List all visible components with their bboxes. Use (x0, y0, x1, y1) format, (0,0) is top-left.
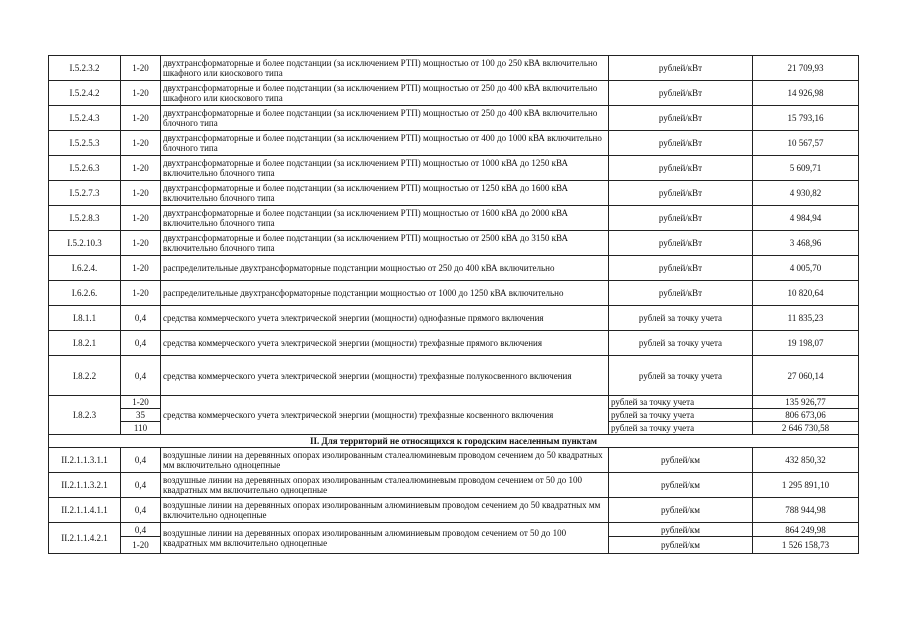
row-unit: рублей за точку учета (609, 356, 753, 396)
row-description: распределительные двухтрансформаторные подстанции мощностью от 1000 до 1250 кВА включительно (161, 281, 609, 306)
row-unit: рублей за точку учета (609, 396, 753, 409)
row-unit: рублей/кВт (609, 106, 753, 131)
row-voltage: 1-20 (121, 181, 161, 206)
row-unit: рублей/кВт (609, 156, 753, 181)
section-header-row (49, 435, 859, 448)
row-description: двухтрансформаторные и более подстанции (за исключением РТП) мощностью от 1600 кВА до 2000 кВА включительно блочного типа (161, 206, 609, 231)
row-unit: рублей за точку учета (609, 409, 753, 422)
row-code: II.2.1.1.3.1.1 (49, 448, 121, 473)
row-voltage: 35 (121, 409, 161, 422)
row-code: I.6.2.6. (49, 281, 121, 306)
row-price: 1 526 158,73 (753, 537, 859, 554)
row-unit: рублей/кВт (609, 56, 753, 81)
table-row (49, 331, 859, 356)
row-description: воздушные линии на деревянных опорах изолированным алюминиевым проводом сечением до 50 квадратных мм включительно одноцепные (161, 498, 609, 523)
table-row (49, 356, 859, 396)
row-code: I.5.2.6.3 (49, 156, 121, 181)
row-code: I.8.2.3 (49, 396, 121, 435)
row-description: средства коммерческого учета электрической энергии (мощности) однофазные прямого включения (161, 306, 609, 331)
row-price: 1 295 891,10 (753, 473, 859, 498)
row-price: 864 249,98 (753, 523, 859, 537)
table-row (49, 231, 859, 256)
row-voltage: 1-20 (121, 156, 161, 181)
row-voltage: 0,4 (121, 498, 161, 523)
row-code: I.5.2.7.3 (49, 181, 121, 206)
row-price: 4 005,70 (753, 256, 859, 281)
tariff-table-body (49, 56, 859, 554)
row-unit: рублей/кВт (609, 131, 753, 156)
row-description: двухтрансформаторные и более подстанции (за исключением РТП) мощностью от 250 до 400 кВА включительно шкафного или киоскового типа (161, 81, 609, 106)
row-unit: рублей за точку учета (609, 306, 753, 331)
row-code: II.2.1.1.4.2.1 (49, 523, 121, 554)
row-code: I.5.2.10.3 (49, 231, 121, 256)
table-row (49, 256, 859, 281)
table-row (49, 281, 859, 306)
row-voltage: 1-20 (121, 106, 161, 131)
table-row (49, 106, 859, 131)
row-description: средства коммерческого учета электрической энергии (мощности) трехфазные косвенного включения (161, 396, 609, 435)
row-price: 806 673,06 (753, 409, 859, 422)
row-unit: рублей/кВт (609, 256, 753, 281)
row-voltage: 0,4 (121, 448, 161, 473)
row-price: 432 850,32 (753, 448, 859, 473)
row-code: I.8.2.2 (49, 356, 121, 396)
row-unit: рублей за точку учета (609, 422, 753, 435)
row-unit: рублей за точку учета (609, 331, 753, 356)
row-description: воздушные линии на деревянных опорах изолированным сталеалюминевым проводом сечением до 50 квадратных мм включительно одноцепные (161, 448, 609, 473)
row-price: 19 198,07 (753, 331, 859, 356)
row-voltage: 0,4 (121, 331, 161, 356)
row-price: 3 468,96 (753, 231, 859, 256)
row-code: I.5.2.3.2 (49, 56, 121, 81)
row-price: 4 930,82 (753, 181, 859, 206)
row-description: распределительные двухтрансформаторные подстанции мощностью от 250 до 400 кВА включительно (161, 256, 609, 281)
row-price: 14 926,98 (753, 81, 859, 106)
table-row (49, 206, 859, 231)
row-code: II.2.1.1.4.1.1 (49, 498, 121, 523)
table-row (49, 181, 859, 206)
row-price: 27 060,14 (753, 356, 859, 396)
row-price: 11 835,23 (753, 306, 859, 331)
row-voltage: 0,4 (121, 306, 161, 331)
tariff-table (48, 55, 859, 554)
row-price: 10 820,64 (753, 281, 859, 306)
row-description: двухтрансформаторные и более подстанции (за исключением РТП) мощностью от 1000 кВА до 1250 кВА включительно блочного типа (161, 156, 609, 181)
row-description: воздушные линии на деревянных опорах изолированным сталеалюминевым проводом сечением от 50 до 100 квадратных мм включительно одноцепные (161, 473, 609, 498)
row-code: I.5.2.8.3 (49, 206, 121, 231)
row-code: I.5.2.4.2 (49, 81, 121, 106)
row-voltage: 1-20 (121, 256, 161, 281)
table-row (49, 156, 859, 181)
row-voltage: 1-20 (121, 56, 161, 81)
row-voltage: 1-20 (121, 281, 161, 306)
row-price: 2 646 730,58 (753, 422, 859, 435)
row-code: I.8.1.1 (49, 306, 121, 331)
row-description: средства коммерческого учета электрической энергии (мощности) трехфазные прямого включения (161, 331, 609, 356)
row-code: I.5.2.5.3 (49, 131, 121, 156)
row-voltage: 1-20 (121, 537, 161, 554)
table-row (49, 306, 859, 331)
row-price: 135 926,77 (753, 396, 859, 409)
table-row (49, 56, 859, 81)
section-title: II. Для территорий не относящихся к городским населенным пунктам (49, 435, 859, 448)
row-voltage: 0,4 (121, 473, 161, 498)
row-voltage: 110 (121, 422, 161, 435)
row-unit: рублей/кВт (609, 231, 753, 256)
row-code: I.8.2.1 (49, 331, 121, 356)
row-description: двухтрансформаторные и более подстанции (за исключением РТП) мощностью от 1250 кВА до 1600 кВА включительно блочного типа (161, 181, 609, 206)
row-price: 4 984,94 (753, 206, 859, 231)
row-price: 10 567,57 (753, 131, 859, 156)
row-unit: рублей/км (609, 523, 753, 537)
row-unit: рублей/кВт (609, 281, 753, 306)
row-code: II.2.1.1.3.2.1 (49, 473, 121, 498)
row-unit: рублей/кВт (609, 181, 753, 206)
row-description: двухтрансформаторные и более подстанции (за исключением РТП) мощностью от 400 до 1000 кВА включительно блочного типа (161, 131, 609, 156)
row-voltage: 1-20 (121, 81, 161, 106)
row-voltage: 0,4 (121, 523, 161, 537)
table-row (49, 448, 859, 473)
row-voltage: 1-20 (121, 231, 161, 256)
table-row (49, 473, 859, 498)
table-row (49, 81, 859, 106)
row-voltage: 1-20 (121, 396, 161, 409)
table-row (49, 396, 859, 409)
row-unit: рублей/км (609, 448, 753, 473)
row-voltage: 1-20 (121, 131, 161, 156)
row-voltage: 1-20 (121, 206, 161, 231)
row-price: 5 609,71 (753, 156, 859, 181)
row-description: средства коммерческого учета электрической энергии (мощности) трехфазные полукосвенного включения (161, 356, 609, 396)
table-row (49, 131, 859, 156)
row-unit: рублей/кВт (609, 81, 753, 106)
row-description: воздушные линии на деревянных опорах изолированным алюминиевым проводом сечением от 50 до 100 квадратных мм включительно одноцепные (161, 523, 609, 554)
row-unit: рублей/км (609, 473, 753, 498)
row-code: I.6.2.4. (49, 256, 121, 281)
row-unit: рублей/км (609, 498, 753, 523)
row-description: двухтрансформаторные и более подстанции (за исключением РТП) мощностью от 250 до 400 кВА включительно блочного типа (161, 106, 609, 131)
row-unit: рублей/кВт (609, 206, 753, 231)
row-description: двухтрансформаторные и более подстанции (за исключением РТП) мощностью от 2500 кВА до 3150 кВА включительно блочного типа (161, 231, 609, 256)
table-row (49, 523, 859, 537)
row-code: I.5.2.4.3 (49, 106, 121, 131)
row-price: 15 793,16 (753, 106, 859, 131)
row-unit: рублей/км (609, 537, 753, 554)
table-row (49, 498, 859, 523)
row-price: 21 709,93 (753, 56, 859, 81)
row-voltage: 0,4 (121, 356, 161, 396)
row-description: двухтрансформаторные и более подстанции (за исключением РТП) мощностью от 100 до 250 кВА включительно шкафного или киоскового типа (161, 56, 609, 81)
row-price: 788 944,98 (753, 498, 859, 523)
